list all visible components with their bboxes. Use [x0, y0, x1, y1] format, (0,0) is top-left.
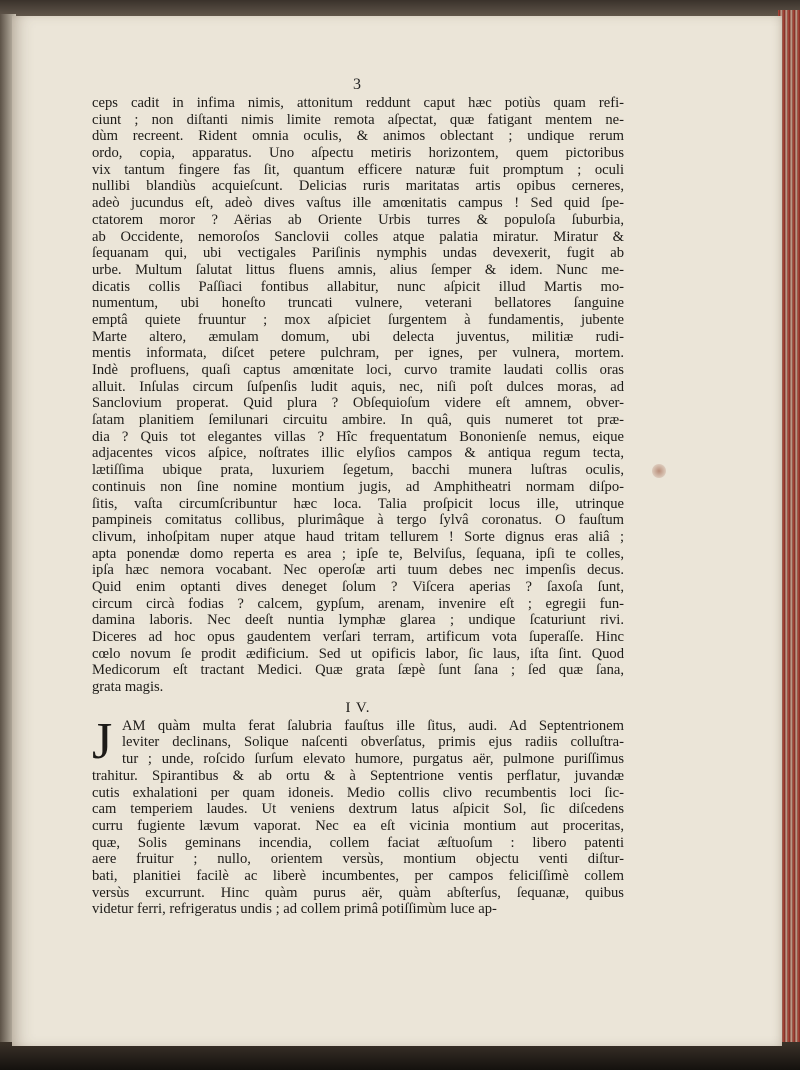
text-line: Quid enim optanti dives deneget ſolum ? Viſcera aperias ? ſaxoſa ſunt, [92, 578, 624, 595]
text-line: curru fugiente lævum vaporat. Nec ea eſt vicinia montium aut proceritas, [92, 817, 624, 834]
text-line: nullibi blandiùs acquieſcunt. Delicias ruris maritatas artis opibus cerneres, [92, 178, 624, 195]
text-line: videtur ferri, refrigeratus undis ; ad collem primâ potiſſimùm luce ap- [92, 901, 497, 918]
text-line: apta ponendæ domo reperta es area ; ipſe te, Belviſus, ſequana, ipſi te colles, [92, 545, 624, 562]
text-line: vix tantum fingere fas ſit, quantum efficere naturæ fuit promptum ; oculi [92, 161, 624, 178]
text-line: Diceres ad hoc opus gaudentem verſari terram, artificum vota ſuperaſſe. Hinc [92, 629, 624, 645]
text-line: alluit. Inſulas circum ſuſpenſis ludit aquis, nec, niſi poſt dulces moras, ad [92, 378, 624, 395]
text-line: ciunt ; non diſtanti nimis limite remota aſpectat, quæ fatigant mentem ne- [92, 111, 624, 128]
text-line: damina laboris. Nec deeſt nuntia lymphæ glarea ; undique ſcaturiunt rivi. [92, 612, 624, 629]
text-line: Sanclovium properat. Quid plura ? Obſequioſum videre eſt amnem, obver- [92, 395, 624, 412]
text-line: trahitur. Spirantibus & ab ortu & à Septentrione ventis perflatur, juvandæ [92, 767, 624, 784]
text-line: ſatam planitiem ſemilunari circuitu ambire. In quâ, quis numeret tot præ- [92, 412, 624, 429]
section-heading: I V. [345, 699, 371, 716]
text-line: Indè profluens, quaſi captus amœnitate loci, curvo tramite laudati collis oras [92, 362, 624, 378]
text-line: bati, planitiei facilè ac liberè incumbentes, per campos feliciſſimè collem [92, 867, 624, 884]
text-line: aere fruitur ; nullo, orientem versùs, montium objectu venti diſtur- [92, 851, 624, 868]
text-line: Medicorum eſt tractant Medici. Quæ grata ſæpè ſunt ſana ; ſed quæ ſana, [92, 662, 624, 679]
paragraph-2-lines [92, 712, 624, 918]
text-line: mentis informata, diſcet petere pulchram, per ignes, per vulnera, mortem. [92, 345, 624, 362]
paragraph-1 [92, 95, 624, 696]
text-line: grata magis. [92, 679, 164, 696]
text-line: cœlo novum ſe prodit ædificium. Sed ut opificis labor, ſic laus, iſta ſint. Quod [92, 645, 624, 662]
bottom-shadow [0, 1042, 800, 1070]
text-line: dicatis collis Paſſiaci fontibus allabitur, nunc aſpicit illud Martis mo- [92, 278, 624, 295]
text-line: cam temperiem laudes. Ut veniens dextrum latus aſpicit Sol, ſic diſcedens [92, 801, 624, 818]
text-line: clivum, inhoſpitam nuper atque haud tritam tellurem ! Sorte dignus eras aliâ ; [92, 528, 624, 545]
text-line: adeò jucundus eſt, adeò dives vaſtus ille amœnitatis campus ! Sed quid ſpe- [92, 195, 624, 212]
text-line: leviter declinans, Solique naſcenti obverſatus, primis ejus radiis colluſtra- [122, 734, 624, 751]
page-body [92, 95, 624, 918]
text-line: Marte altero, æmulam domum, ubi delecta juventus, militiæ rudi- [92, 328, 624, 345]
text-line: emptâ quiete fruuntur ; mox aſpiciet ſurgentem à fundamentis, jubente [92, 311, 624, 328]
page-number: 3 [353, 76, 361, 93]
text-line: ſequanam qui, ubi vectigales Pariſinis nymphis undas devexerit, fugit ab [92, 245, 624, 262]
text-line: AM quàm multa ferat ſalubria fauſtus ille ſitus, audi. Ad Septentrionem [122, 717, 624, 734]
paragraph-2 [92, 712, 624, 918]
text-line: circum circà fodias ? calcem, gypſum, arenam, invenire eſt ; egregii fun- [92, 595, 624, 612]
paper-stain [652, 464, 666, 478]
text-line: ceps cadit in infima nimis, attonitum reddunt caput hæc potiùs quam refi- [92, 95, 624, 111]
text-line: dùm recreent. Rident omnia oculis, & animos oblectant ; undique rerum [92, 128, 624, 145]
text-line: tur ; unde, roſcido ſurſum elevato humore, purgatus aër, pulmone puriſſimus [122, 751, 624, 768]
text-line: lætiſſima ubique prata, luxuriem ſegetum, bacchi munera luſtras oculis, [92, 462, 624, 479]
drop-cap: J [92, 712, 113, 770]
text-line: quæ, Solis geminans incendia, collem faciat æſtuoſum : libero patenti [92, 834, 624, 851]
text-line: dia ? Quis tot elegantes villas ? Hîc frequentatum Bononienſe nemus, eique [92, 428, 624, 445]
text-line: ordo, copia, apparatus. Uno aſpectu metiris horizontem, quem pictoribus [92, 145, 624, 162]
text-line: ſitis, vaſta circumſcribuntur hæc loca. Talia proſpicit locus ille, utrinque [92, 495, 624, 512]
text-line: adjacentes vicos aſpice, noſtrates illic elyſios campos & antiqua regum tecta, [92, 445, 624, 462]
text-line: cutis exhalationi per quam idoneis. Medio collis clivo recumbentis loci ſic- [92, 784, 624, 801]
text-line: pampineis comitatus collibus, plurimâque à tergo ſylvâ coronatus. O fauſtum [92, 512, 624, 529]
text-line: urbe. Multum ſalutat littus fluens amnis, alius ſemper & idem. Nunc me- [92, 261, 624, 278]
text-line: continuis non ſine nomine montium jugis, ad Amphitheatri normam diſpo- [92, 478, 624, 495]
text-line: numentum, ubi honeſto truncati vulnere, veterani bellatores ſanguine [92, 295, 624, 312]
text-line: ab Occidente, nemoroſos Sanclovii colles atque palatia miratur. Miratur & [92, 228, 624, 245]
text-line: ctatorem moror ? Aërias ab Oriente Urbis turres & populoſa ſuburbia, [92, 211, 624, 228]
text-line: versùs excurrunt. Hinc quàm purus aër, quàm abſterſus, ſequanæ, quibus [92, 884, 624, 901]
text-line: ipſa hæc nemora vocabant. Nec operoſæ arti tuum debes nec impenſis decus. [92, 562, 624, 579]
